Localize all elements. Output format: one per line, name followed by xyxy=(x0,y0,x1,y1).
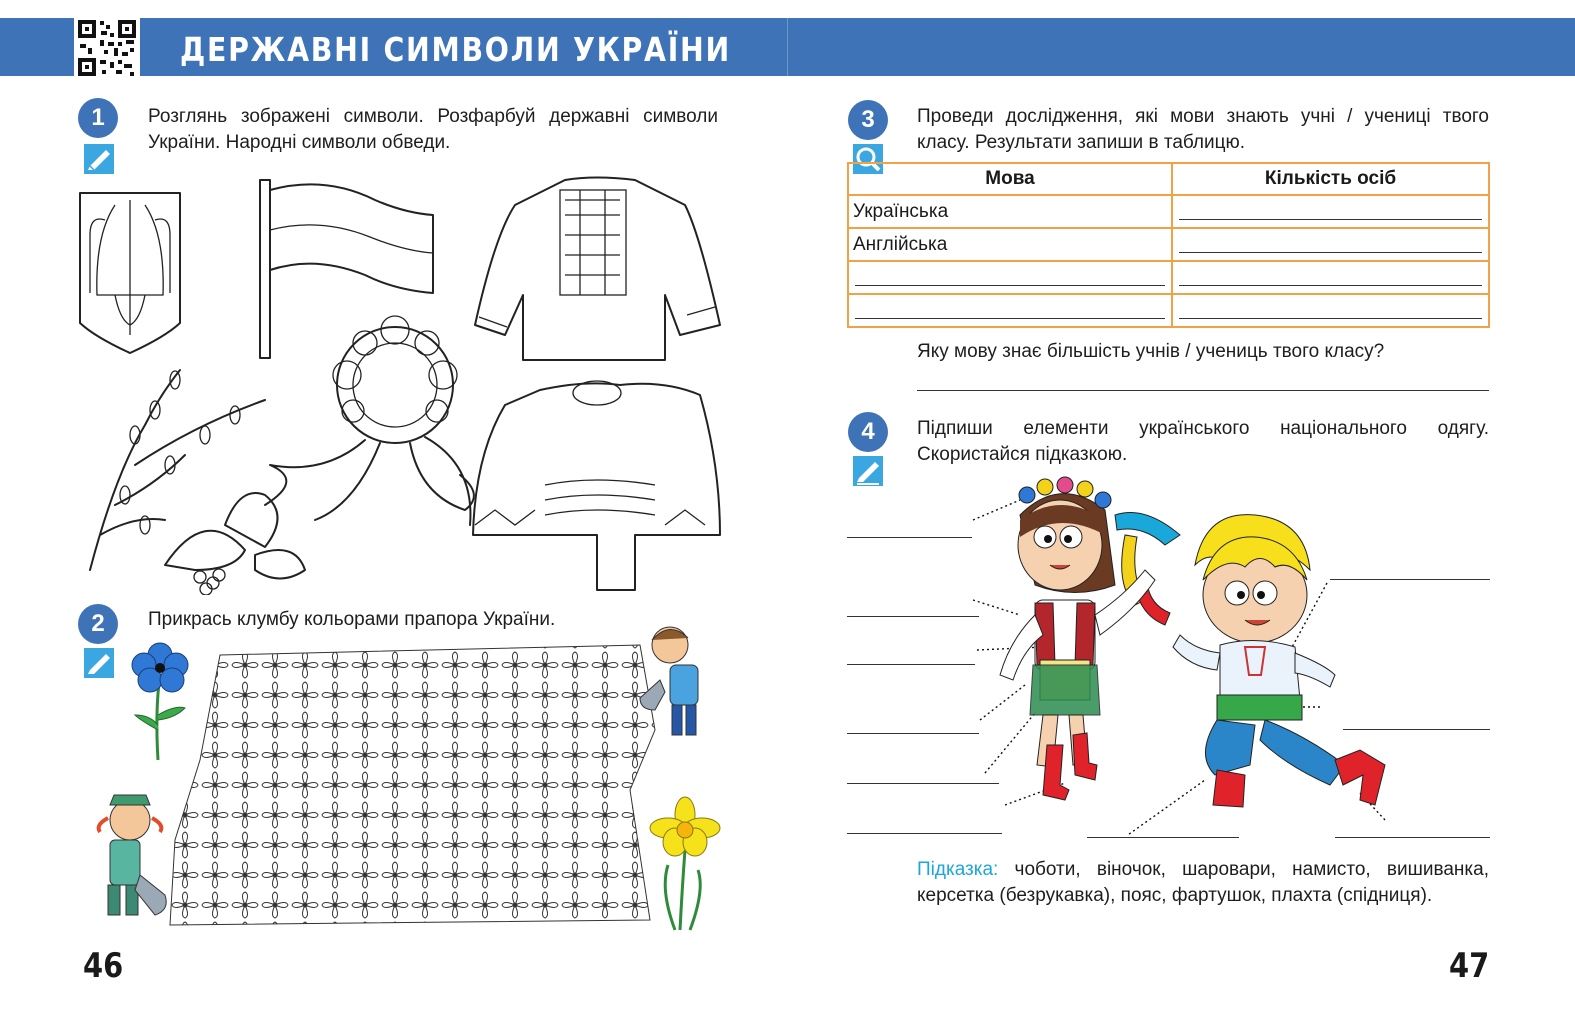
blue-flower-illustration xyxy=(132,643,188,760)
flowerbed-illustration[interactable] xyxy=(80,620,730,935)
girl-dancer-illustration xyxy=(1000,477,1180,800)
qr-code-icon[interactable] xyxy=(74,18,140,78)
hint-words: чоботи, віночок, шаровари, намисто, вишиванка, керсетка (безрукавка), пояс, фартушок, плахта (спідниця). xyxy=(917,859,1489,906)
girl-gardener-illustration xyxy=(99,795,167,915)
task-2-text: Прикрась клумбу кольорами прапора України. xyxy=(148,609,556,630)
viburnum-illustration xyxy=(165,493,305,595)
trident-icon xyxy=(80,193,180,353)
table-cell-language[interactable] xyxy=(848,294,1172,327)
page-number-right: 47 xyxy=(1449,946,1490,986)
label-line-wreath[interactable] xyxy=(847,537,972,538)
boy-dancer-illustration xyxy=(1173,515,1385,807)
table-cell-count[interactable] xyxy=(1172,228,1489,261)
table-row xyxy=(848,261,1489,294)
table-row xyxy=(848,195,1489,228)
table-cell-language: Англійська xyxy=(848,228,1172,261)
shawl-illustration xyxy=(473,381,720,590)
pencil-icon xyxy=(851,454,885,488)
label-line-trousers[interactable] xyxy=(1087,837,1239,838)
task-4-text: Підпиши елементи українського національного одягу. Скористайся підказкою. xyxy=(917,418,1489,465)
label-line-boy-boots[interactable] xyxy=(1335,837,1490,838)
languages-table xyxy=(847,162,1490,328)
task-number-badge: 2 xyxy=(78,604,118,644)
label-line-vest[interactable] xyxy=(847,664,975,665)
hint-label: Підказка: xyxy=(917,859,999,880)
flag-icon xyxy=(260,180,433,358)
table-cell-count[interactable] xyxy=(1172,195,1489,228)
page-number-left: 46 xyxy=(83,946,124,986)
task-1-text: Розглянь зображені символи. Розфарбуй державні символи України. Народні символи обведи. xyxy=(148,106,718,153)
task-3-text: Проведи дослідження, які мови знають учні / учениці твого класу. Результати запиши в таблицю. xyxy=(917,106,1489,153)
table-cell-language[interactable] xyxy=(848,261,1172,294)
question-text: Яку мову знає більшість учнів / учениць твого класу? xyxy=(917,341,1385,362)
wreath-illustration xyxy=(265,316,474,525)
label-line-apron[interactable] xyxy=(847,733,979,734)
shirt-illustration xyxy=(475,178,720,361)
hint-text xyxy=(917,857,1489,909)
label-line-necklace[interactable] xyxy=(847,616,979,617)
task-number-badge: 1 xyxy=(78,98,118,138)
willow-branch-illustration xyxy=(90,370,265,570)
table-row xyxy=(848,228,1489,261)
pencil-icon xyxy=(82,142,116,176)
daffodil-illustration xyxy=(650,797,720,930)
page-title: ДЕРЖАВНІ СИМВОЛИ УКРАЇНИ xyxy=(180,30,731,69)
table-row xyxy=(848,294,1489,327)
table-cell-language: Українська xyxy=(848,195,1172,228)
answer-line[interactable] xyxy=(917,390,1489,391)
task-number-badge: 4 xyxy=(848,412,888,452)
table-header-count: Кількість осіб xyxy=(1172,163,1489,195)
table-cell-count[interactable] xyxy=(1172,294,1489,327)
table-cell-count[interactable] xyxy=(1172,261,1489,294)
dancing-children-illustration xyxy=(965,475,1415,835)
table-header-language: Мова xyxy=(848,163,1172,195)
task-number-badge: 3 xyxy=(848,100,888,140)
symbols-illustration xyxy=(75,175,725,595)
